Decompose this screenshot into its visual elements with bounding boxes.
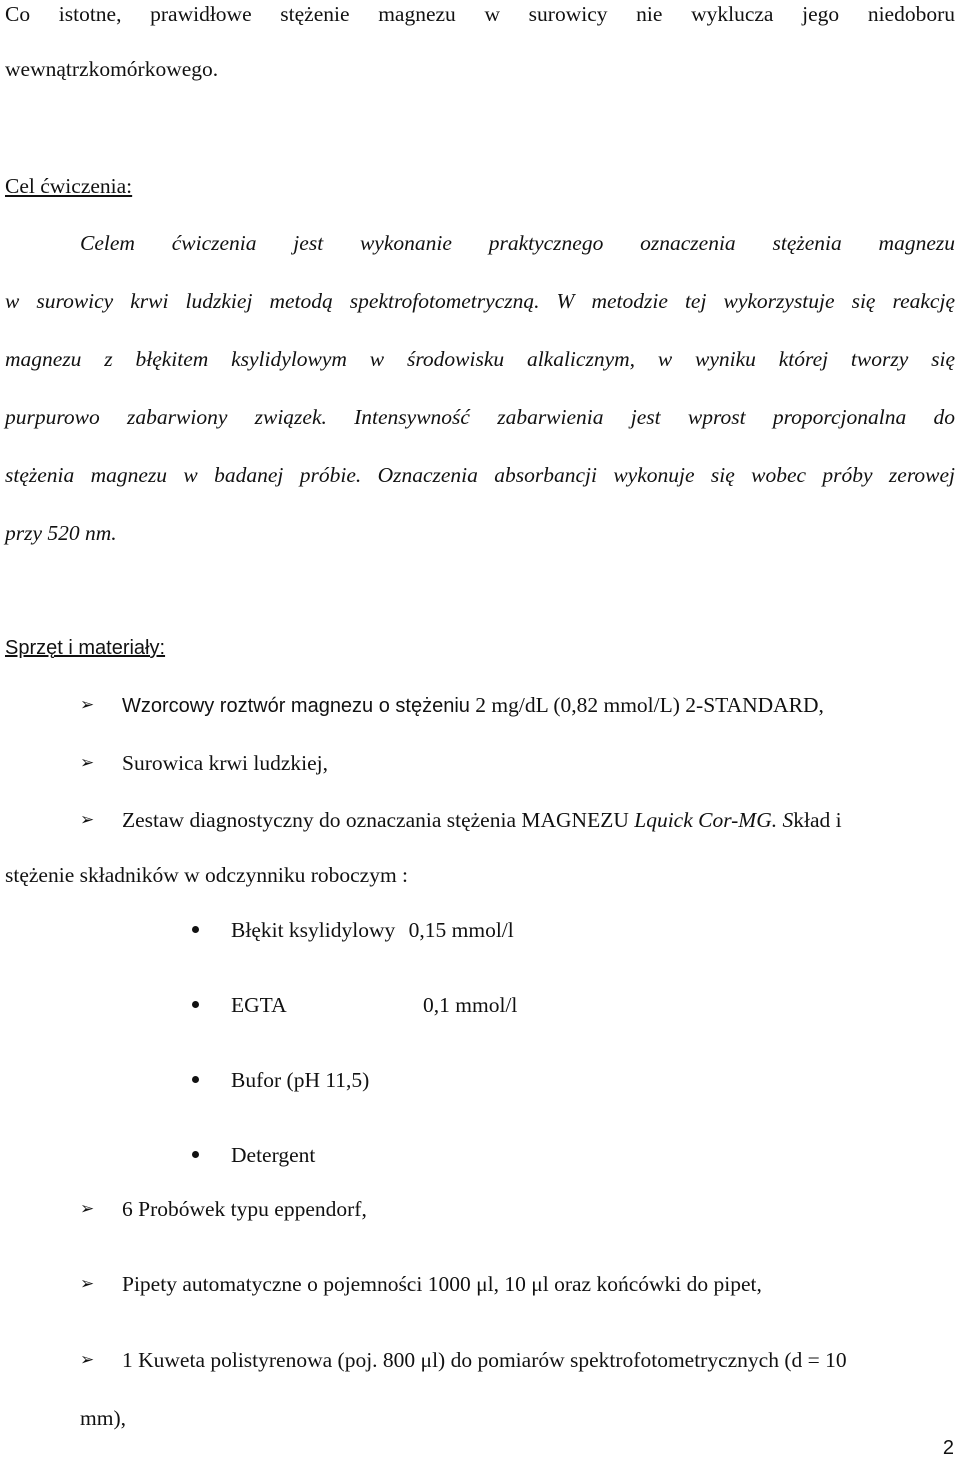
arrowhead-bullet-icon: ➢ [80,1350,95,1370]
kit-name: Zestaw diagnostyczny do oznaczania stężenia MAGNEZU [122,808,629,832]
round-bullet-icon [192,926,199,933]
kit-product: Lquick Cor-MG. S [634,808,794,832]
round-bullet-icon [192,1151,199,1158]
equipment-item-standard [122,691,824,720]
round-bullet-icon [192,1001,199,1008]
reagent-row [231,916,514,944]
round-bullet-icon [192,1076,199,1083]
standard-name: Wzorcowy roztwór magnezu o stężeniu [122,695,470,717]
arrowhead-bullet-icon: ➢ [80,753,95,773]
arrowhead-bullet-icon: ➢ [80,810,95,830]
page-number: 2 [942,1437,954,1459]
standard-concentration: 2 mg/dL (0,82 mmol/L) 2-STANDARD, [475,693,824,717]
equipment-item-serum: Surowica krwi ludzkiej, [122,751,328,775]
reagent-name: EGTA [231,993,287,1017]
cuvette-continued: mm), [80,1406,126,1430]
goal-line-6: przy 520 nm. [5,521,117,545]
goal-line-2: w surowicy krwi ludzkiej metodą spektrofotometryczną. W metodzie tej wykorzystuje się reakcję [5,289,955,313]
reagent-value: 0,1 mmol/l [423,993,518,1017]
equipment-item-cuvette: 1 Kuweta polistyrenowa (poj. 800 μl) do pomiarów spektrofotometrycznych (d = 10 [122,1348,847,1372]
intro-line-1: Co istotne, prawidłowe stężenie magnezu w surowicy nie wyklucza jego niedoboru [5,2,955,26]
arrowhead-bullet-icon: ➢ [80,695,95,715]
reagent-row: Bufor (pH 11,5) [231,1068,370,1092]
equipment-item-pipettes: Pipety automatyczne o pojemności 1000 μl, 10 μl oraz końcówki do pipet, [122,1272,762,1296]
goal-line-3: magnezu z błękitem ksylidylowym w środowisku alkalicznym, w wyniku której tworzy się [5,347,955,371]
reagent-row [231,991,287,1019]
goal-line-4: purpurowo zabarwiony związek. Intensywność zabarwienia jest wprost proporcjonalna do [5,405,955,429]
kit-composition-continued: stężenie składników w odczynniku roboczym : [5,863,409,887]
equipment-heading: Sprzęt i materiały: [5,637,166,659]
goal-line-1: Celem ćwiczenia jest wykonanie praktycznego oznaczenia stężenia magnezu [80,231,955,255]
equipment-item-kit [122,806,842,834]
arrowhead-bullet-icon: ➢ [80,1274,95,1294]
kit-composition: kład i [793,808,842,832]
arrowhead-bullet-icon: ➢ [80,1199,95,1219]
intro-line-2: wewnątrzkomórkowego. [5,57,219,81]
reagent-value: 0,15 mmol/l [408,918,514,942]
goal-heading: Cel ćwiczenia: [5,174,133,198]
reagent-name: Błękit ksylidylowy [231,918,396,942]
goal-line-5: stężenia magnezu w badanej próbie. Oznaczenia absorbancji wykonuje się wobec próby zerowej [5,463,955,487]
equipment-item-tubes: 6 Probówek typu eppendorf, [122,1197,367,1221]
reagent-row: Detergent [231,1143,316,1167]
